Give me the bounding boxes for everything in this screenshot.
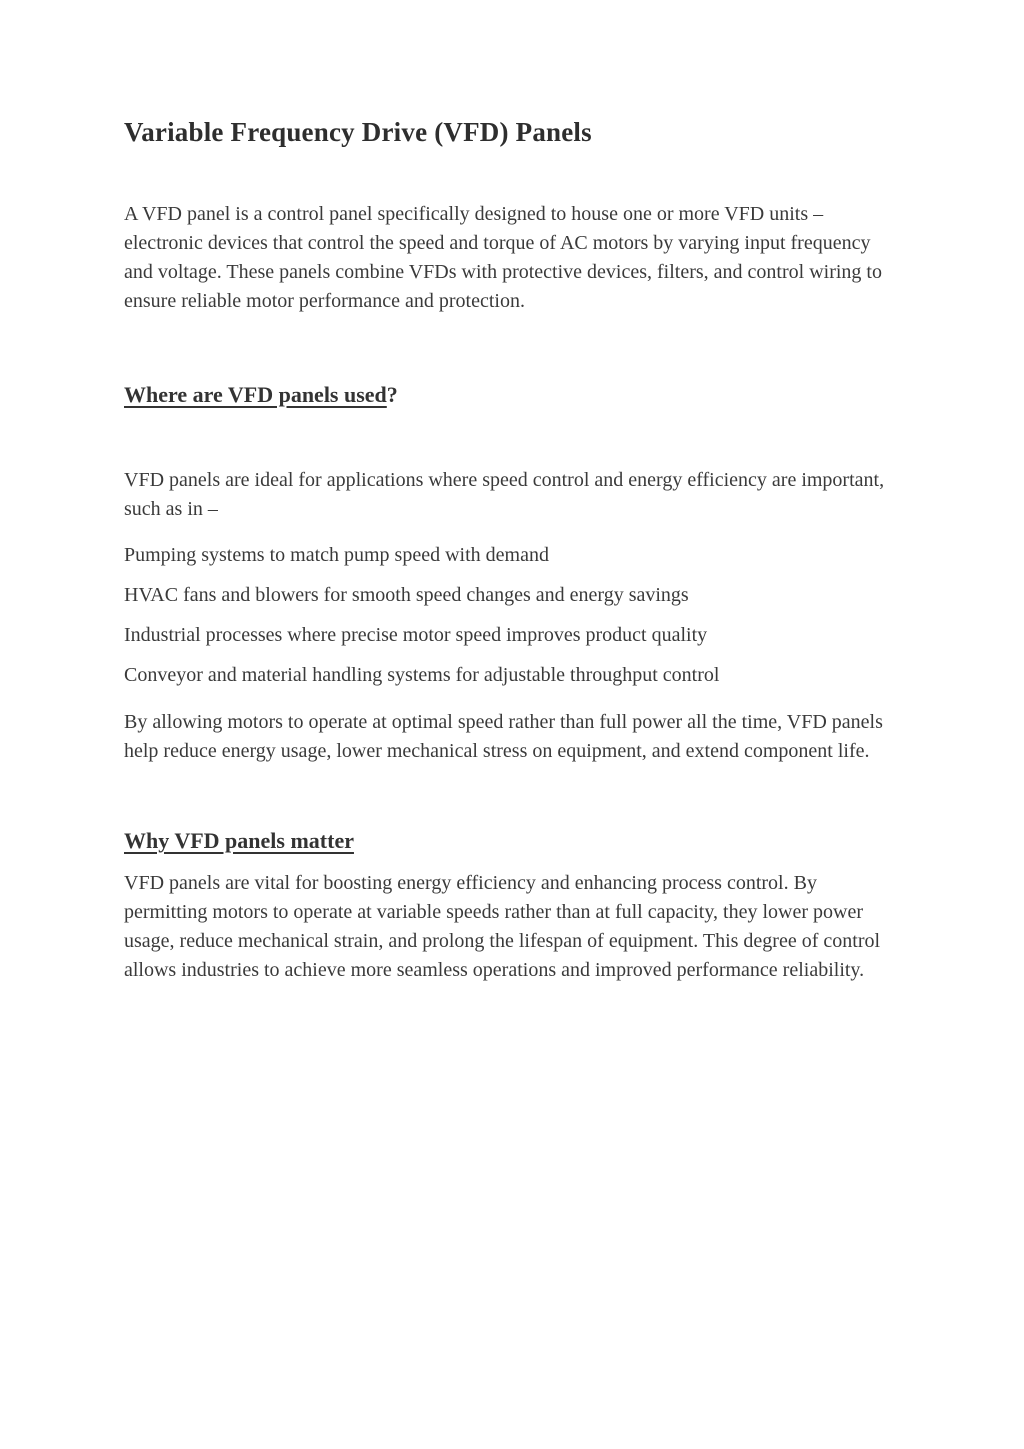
where-section-lead-paragraph: VFD panels are ideal for applications where speed control and energy efficiency are important, such as in – [124, 468, 885, 520]
application-item-hvac: HVAC fans and blowers for smooth speed changes and energy savings [124, 583, 689, 606]
application-item-pumping: Pumping systems to match pump speed with demand [124, 543, 549, 566]
section-heading-question-mark: ? [386, 381, 398, 407]
where-section-summary-paragraph: By allowing motors to operate at optimal speed rather than full power all the time, VFD panels help reduce energy usage, lower mechanical stress on equipment, and extend component life. [124, 710, 883, 762]
application-item-industrial: Industrial processes where precise motor speed improves product quality [124, 623, 708, 646]
intro-paragraph: A VFD panel is a control panel specifically designed to house one or more VFD units – electronic devices that control the speed and torque of AC motors by varying input frequency and voltage. These panels combine VFDs with protective devices, filters, and control wiring to ensure reliable motor performance and protection. [124, 202, 882, 312]
section-heading-where-are-vfd-panels-used [124, 380, 890, 410]
section-heading-underlined-text: Why VFD panels matter [124, 827, 354, 853]
page-title: Variable Frequency Drive (VFD) Panels [124, 117, 592, 147]
why-section-body-paragraph: VFD panels are vital for boosting energy efficiency and enhancing process control. By permitting motors to operate at variable speeds rather than at full capacity, they lower power usage, reduce mechanical strain, and prolong the lifespan of equipment. This degree of control allows industries to achieve more seamless operations and improved performance reliability. [124, 871, 881, 981]
application-item-conveyor: Conveyor and material handling systems for adjustable throughput control [124, 663, 720, 686]
section-heading-underlined-text: Where are VFD panels used [124, 381, 387, 407]
section-heading-why-vfd-panels-matter [124, 826, 890, 856]
